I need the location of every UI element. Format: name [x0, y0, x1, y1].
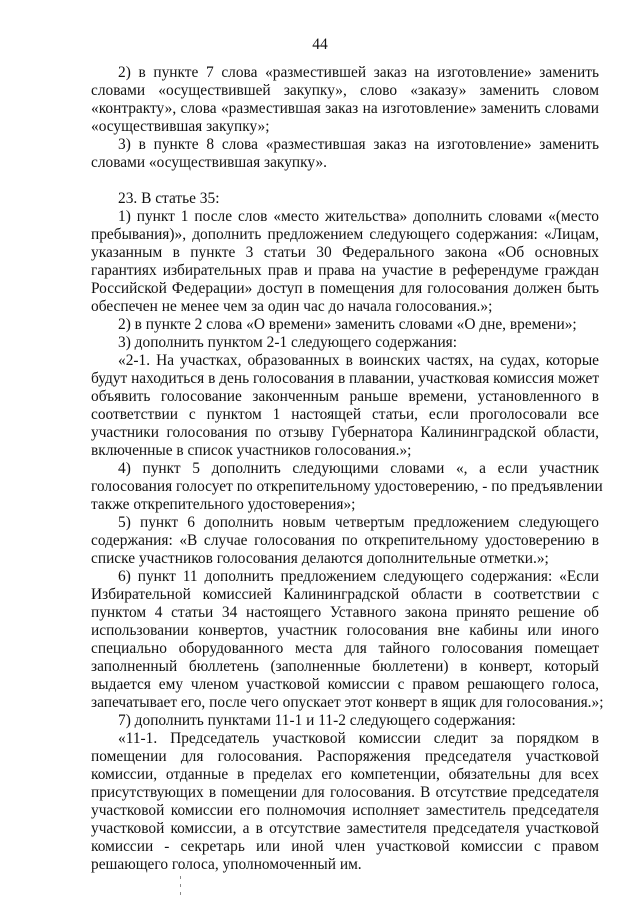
text-line: объявить голосование законченным раньше времени, установленного в	[91, 388, 599, 405]
scan-mark	[180, 892, 181, 895]
text-line: 7) дополнить пунктами 11-1 и 11-2 следующего содержания:	[118, 712, 516, 729]
text-line: «11-1. Председатель участковой комиссии следит за порядком в	[118, 730, 599, 747]
text-line: комиссии - секретарь или иной член участковой комиссии с правом	[91, 838, 599, 855]
text-line: запечатывает его, после чего опускает этот конверт в ящик для голосования.»;	[91, 694, 604, 711]
text-line: «осуществившая закупку»;	[91, 118, 270, 135]
page-number: 44	[312, 36, 328, 53]
text-line: 3) в пункте 8 слова «разместившая заказ на изготовление» заменить	[118, 136, 599, 153]
text-line: содержания: «В случае голосования по открепительному удостоверению в	[91, 532, 599, 549]
text-line: 1) пункт 1 после слов «место жительства» дополнить словами «(место	[118, 208, 599, 225]
text-line: 4) пункт 5 дополнить следующими словами «, а если участник	[118, 460, 599, 477]
text-line: помещении для голосования. Распоряжения председателя участковой	[91, 748, 599, 765]
text-line: словами «осуществившая закупку».	[91, 154, 328, 171]
text-line: будут находиться в день голосования в плавании, участковая комиссия может	[91, 370, 600, 387]
text-line: 2) в пункте 2 слова «О времени» заменить словами «О дне, времени»;	[118, 316, 577, 333]
text-line: заполненный бюллетень (заполненные бюллетени) в конверт, который	[91, 658, 599, 675]
text-line: комиссии, отданные в пределах его компетенции, обязательны для всех	[91, 766, 599, 783]
text-line: Избирательной комиссией Калининградской области в соответствии с	[91, 586, 599, 603]
text-line: включенные в список участников голосования.»;	[91, 442, 412, 459]
text-line: участковой комиссии его полномочия исполняет заместитель председателя	[91, 802, 599, 819]
text-line: решающего голоса, уполномоченный им.	[91, 856, 362, 873]
text-line: «2-1. На участках, образованных в воинских частях, на судах, которые	[118, 352, 599, 369]
scan-mark	[180, 884, 181, 887]
text-line: соответствии с пунктом 1 настоящей статьи, если проголосовали все	[91, 406, 599, 423]
text-line: указанным в пункте 3 статьи 30 Федерального закона «Об основных	[91, 244, 599, 261]
text-line: пунктом 4 статьи 34 настоящего Уставного закона принято решение об	[91, 604, 599, 621]
text-line: выдается ему членом участковой комиссии с правом решающего голоса,	[91, 676, 599, 693]
text-line: 2) в пункте 7 слова «разместившей заказ на изготовление» заменить	[118, 64, 599, 81]
text-line: пребывания)», дополнить предложением следующего содержания: «Лицам,	[91, 226, 599, 243]
text-line: обеспечен не менее чем за один час до начала голосования.»;	[91, 298, 493, 315]
text-line: списке участников голосования делаются дополнительные отметки.»;	[91, 550, 549, 567]
text-line: также открепительного удостоверения»;	[91, 496, 356, 513]
text-line: участники голосования по отзыву Губернатора Калининградской области,	[91, 424, 599, 441]
text-line: Российской Федерации» доступ в помещения для голосования должен быть	[91, 280, 599, 297]
text-line: использовании конвертов, участник голосования вне кабины или иного	[91, 622, 599, 639]
text-line: присутствующих в помещении для голосования. В отсутствие председателя	[91, 784, 599, 801]
text-line: «контракту», слова «разместившая заказ на изготовление» заменить словами	[91, 100, 599, 117]
text-line: 5) пункт 6 дополнить новым четвертым предложением следующего	[118, 514, 599, 531]
text-line: голосования голосует по открепительному удостоверению, - по предъявлении	[91, 478, 603, 495]
scan-mark	[180, 876, 181, 879]
text-line: 6) пункт 11 дополнить предложением следующего содержания: «Если	[118, 568, 599, 585]
section-heading: 23. В статье 35:	[118, 190, 220, 207]
text-line: специально оборудованного места для тайного голосования помещает	[91, 640, 599, 657]
text-line: словами «осуществившей закупку», слово «заказу» заменить словом	[91, 82, 599, 99]
text-line: участковой комиссии, а в отсутствие заместителя председателя участковой	[91, 820, 599, 837]
text-line: гарантиях избирательных прав и права на участие в референдуме граждан	[91, 262, 599, 279]
text-line: 3) дополнить пунктом 2-1 следующего содержания:	[118, 334, 458, 351]
